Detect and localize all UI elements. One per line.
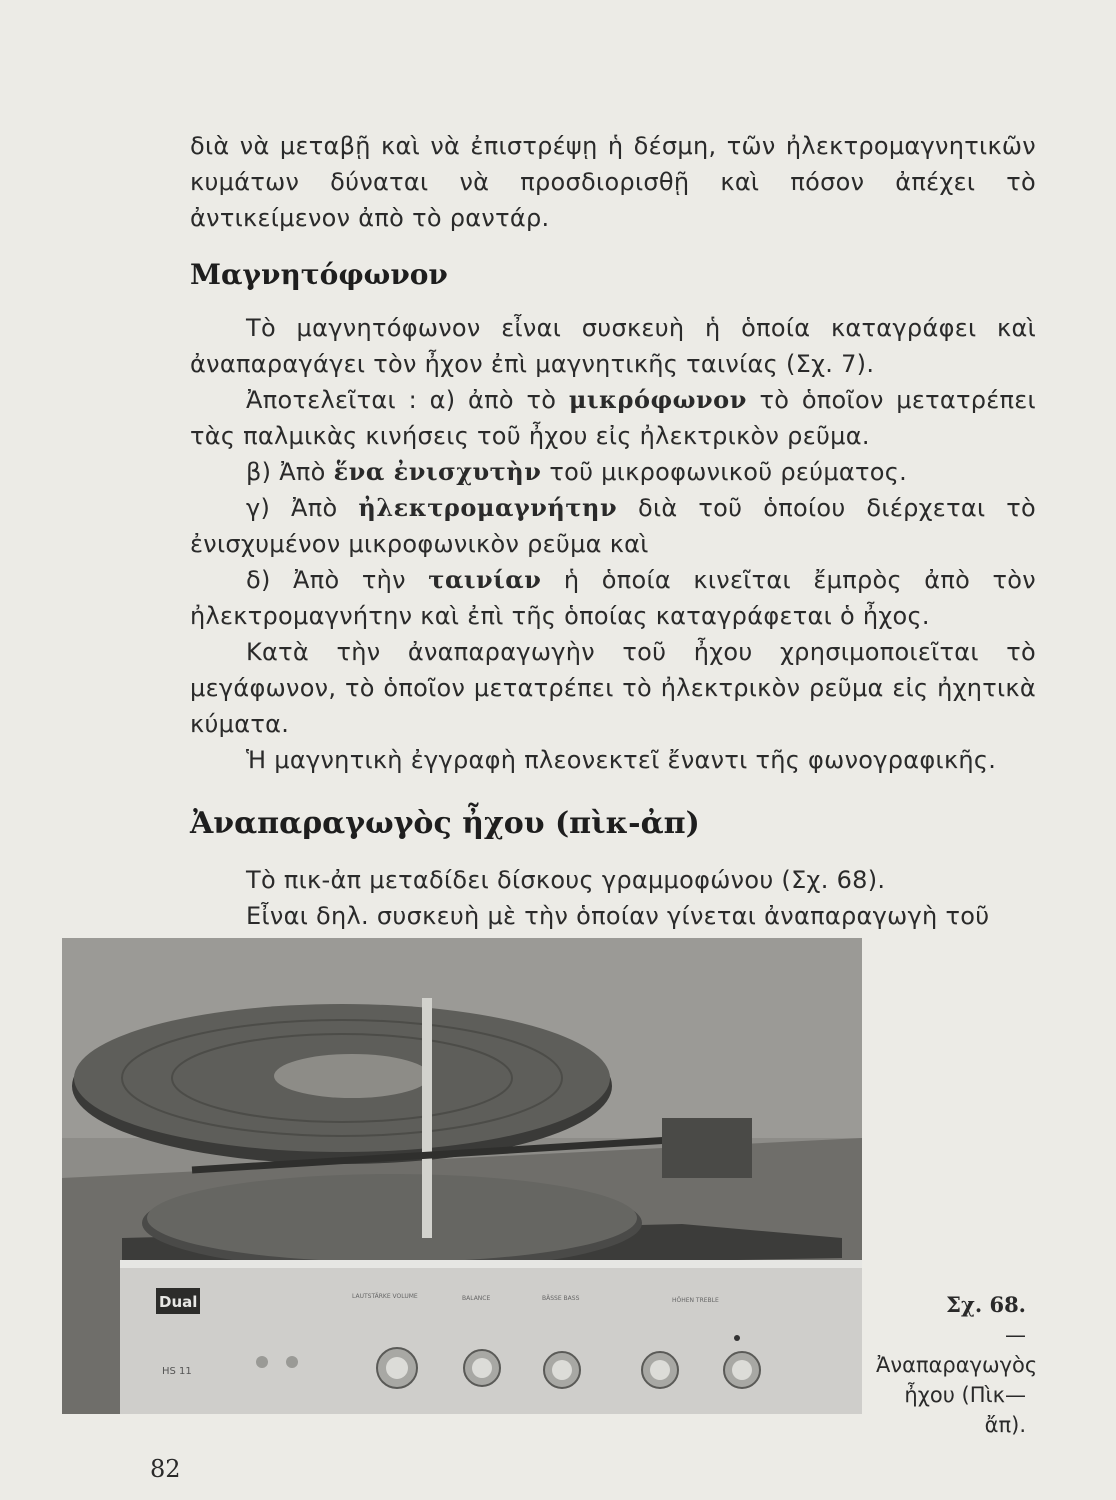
paragraph-advantage: Ἡ μαγνητικὴ ἐγγραφὴ πλεονεκτεῖ ἔναντι τῆς φωνογραφικῆς.	[246, 746, 997, 774]
section-title-pickup: Ἀναπαραγωγὸς ἦχου (πὶκ-ἀπ)	[190, 806, 700, 841]
term-amplifier: ἕνα ἐνισχυτὴν	[333, 457, 542, 486]
small-button	[286, 1356, 298, 1368]
paragraph-playback: Κατὰ τὴν ἀναπαραγωγὴν τοῦ ἦχου χρησιμοποιεῖται τὸ μεγάφωνον, τὸ ὁποῖον μετατρέπει τὸ ἠλεκτρικὸν ρεῦμα εἰς ἠχητικὰ κύματα.	[190, 638, 1036, 738]
paragraph-definition: Τὸ μαγνητόφωνον εἶναι συσκευὴ ἡ ὁποία καταγράφει καὶ ἀναπαραγάγει τὸν ἦχον ἐπὶ μαγνητικῆς ταινίας (Σχ. 7).	[190, 314, 1036, 378]
power-indicator	[734, 1335, 740, 1341]
section-title-tape-recorder: Μαγνητόφωνον	[190, 258, 448, 291]
page-number: 82	[150, 1455, 181, 1483]
spindle	[422, 998, 432, 1238]
figure-caption-text: — Ἀναπαραγωγὸς ἦχου (Πὶκ—ἄπ).	[876, 1323, 1038, 1437]
term-electromagnet: ἠλεκτρομαγνήτην	[358, 493, 618, 522]
record-label	[274, 1054, 430, 1098]
term-microphone: μικρόφωνον	[568, 385, 747, 414]
turntable-illustration	[62, 938, 862, 1414]
label-treble: HÖHEN TREBLE	[672, 1297, 719, 1304]
paragraph-pickup-intro: Τὸ πικ-ἀπ μεταδίδει δίσκους γραμμοφώνου (Σχ. 68).	[246, 866, 886, 894]
intro-paragraph: διὰ νὰ μεταβῇ καὶ νὰ ἐπιστρέψῃ ἡ δέσμη, τῶν ἠλεκτρομαγνητικῶν κυμάτων δύναται νὰ προσδιορισθῇ καὶ πόσον ἀπέχει τὸ ἀντικείμενον ἀπὸ τὸ ραντάρ.	[190, 132, 1036, 232]
figure-caption	[876, 1290, 1038, 1440]
label-balance: BALANCE	[462, 1295, 491, 1302]
treble-knob	[642, 1352, 678, 1388]
selector-knob	[724, 1352, 760, 1388]
model-label: HS 11	[162, 1366, 192, 1377]
paragraph-tape: δ) Ἀπὸ τὴν ταινίαν ἡ ὁποία κινεῖται ἔμπρὸς ἀπὸ τὸν ἠλεκτρομαγνήτην καὶ ἐπὶ τῆς ὁποίας καταγράφεται ὁ ἦχος.	[190, 565, 1036, 630]
balance-knob	[464, 1350, 500, 1386]
brand-logo-text: Dual	[159, 1293, 198, 1311]
turntable-photo	[62, 938, 862, 1414]
paragraph-amplifier: β) Ἀπὸ ἕνα ἐνισχυτὴν τοῦ μικροφωνικοῦ ρεύματος.	[246, 457, 908, 486]
label-volume: LAUTSTÄRKE VOLUME	[352, 1293, 418, 1300]
volume-knob	[377, 1348, 417, 1388]
paragraph-electromagnet: γ) Ἀπὸ ἠλεκτρομαγνήτην διὰ τοῦ ὁποίου διέρχεται τὸ ἐνισχυμένον μικροφωνικὸν ρεῦμα καὶ	[190, 493, 1036, 558]
control-panel	[120, 1260, 862, 1414]
paragraph-components: Ἀποτελεῖται : α) ἀπὸ τὸ μικρόφωνον τὸ ὁποῖον μετατρέπει τὰς παλμικὰς κινήσεις τοῦ ἦχου εἰς ἠλεκτρικὸν ρεῦμα.	[190, 385, 1036, 450]
small-button	[256, 1356, 268, 1368]
tonearm-base	[662, 1118, 752, 1178]
figure-number: Σχ. 68.	[946, 1292, 1026, 1317]
paragraph-pickup-definition: Εἶναι δηλ. συσκευὴ μὲ τὴν ὁποίαν γίνεται ἀναπαραγωγὴ τοῦ	[246, 902, 990, 930]
term-tape: ταινίαν	[428, 565, 542, 594]
bass-knob	[544, 1352, 580, 1388]
label-bass: BÄSSE BASS	[542, 1295, 580, 1302]
